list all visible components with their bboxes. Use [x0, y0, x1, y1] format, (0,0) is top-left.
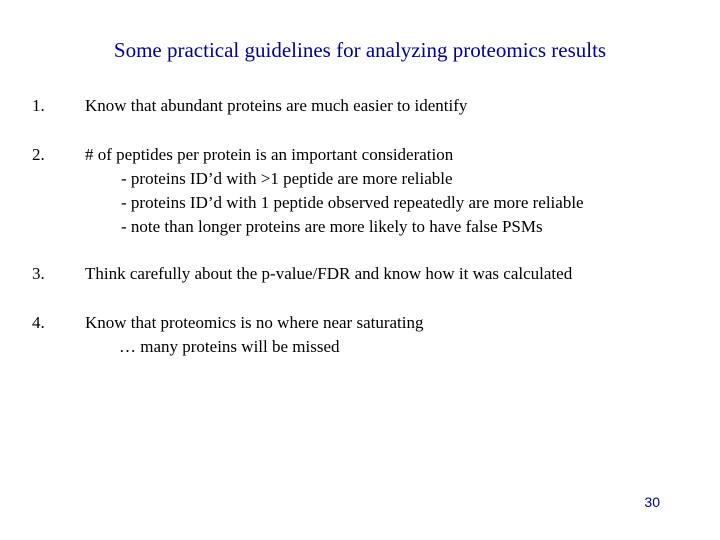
slide-title: Some practical guidelines for analyzing proteomics results: [113, 38, 607, 62]
list-item-number: 2.: [32, 145, 45, 164]
sub-item: - proteins ID’d with 1 peptide observed repeatedly are more reliable: [121, 193, 584, 212]
list-item-text: Know that abundant proteins are much easier to identify: [85, 96, 468, 115]
list-item-text: # of peptides per protein is an important consideration: [85, 145, 454, 164]
sub-item: … many proteins will be missed: [119, 337, 340, 356]
page-number: 30: [644, 494, 660, 510]
list-item-number: 3.: [32, 264, 45, 283]
list-item-body: [85, 143, 584, 239]
list-item-text: Know that proteomics is no where near saturating: [85, 313, 424, 332]
list-item-number: 1.: [32, 96, 45, 115]
list-item-text: Think carefully about the p-value/FDR and know how it was calculated: [85, 264, 573, 283]
list-item-body: [85, 311, 424, 359]
list-item-number: 4.: [32, 313, 45, 332]
sub-item: - note than longer proteins are more likely to have false PSMs: [121, 217, 543, 236]
sub-item: - proteins ID’d with >1 peptide are more reliable: [121, 169, 453, 188]
